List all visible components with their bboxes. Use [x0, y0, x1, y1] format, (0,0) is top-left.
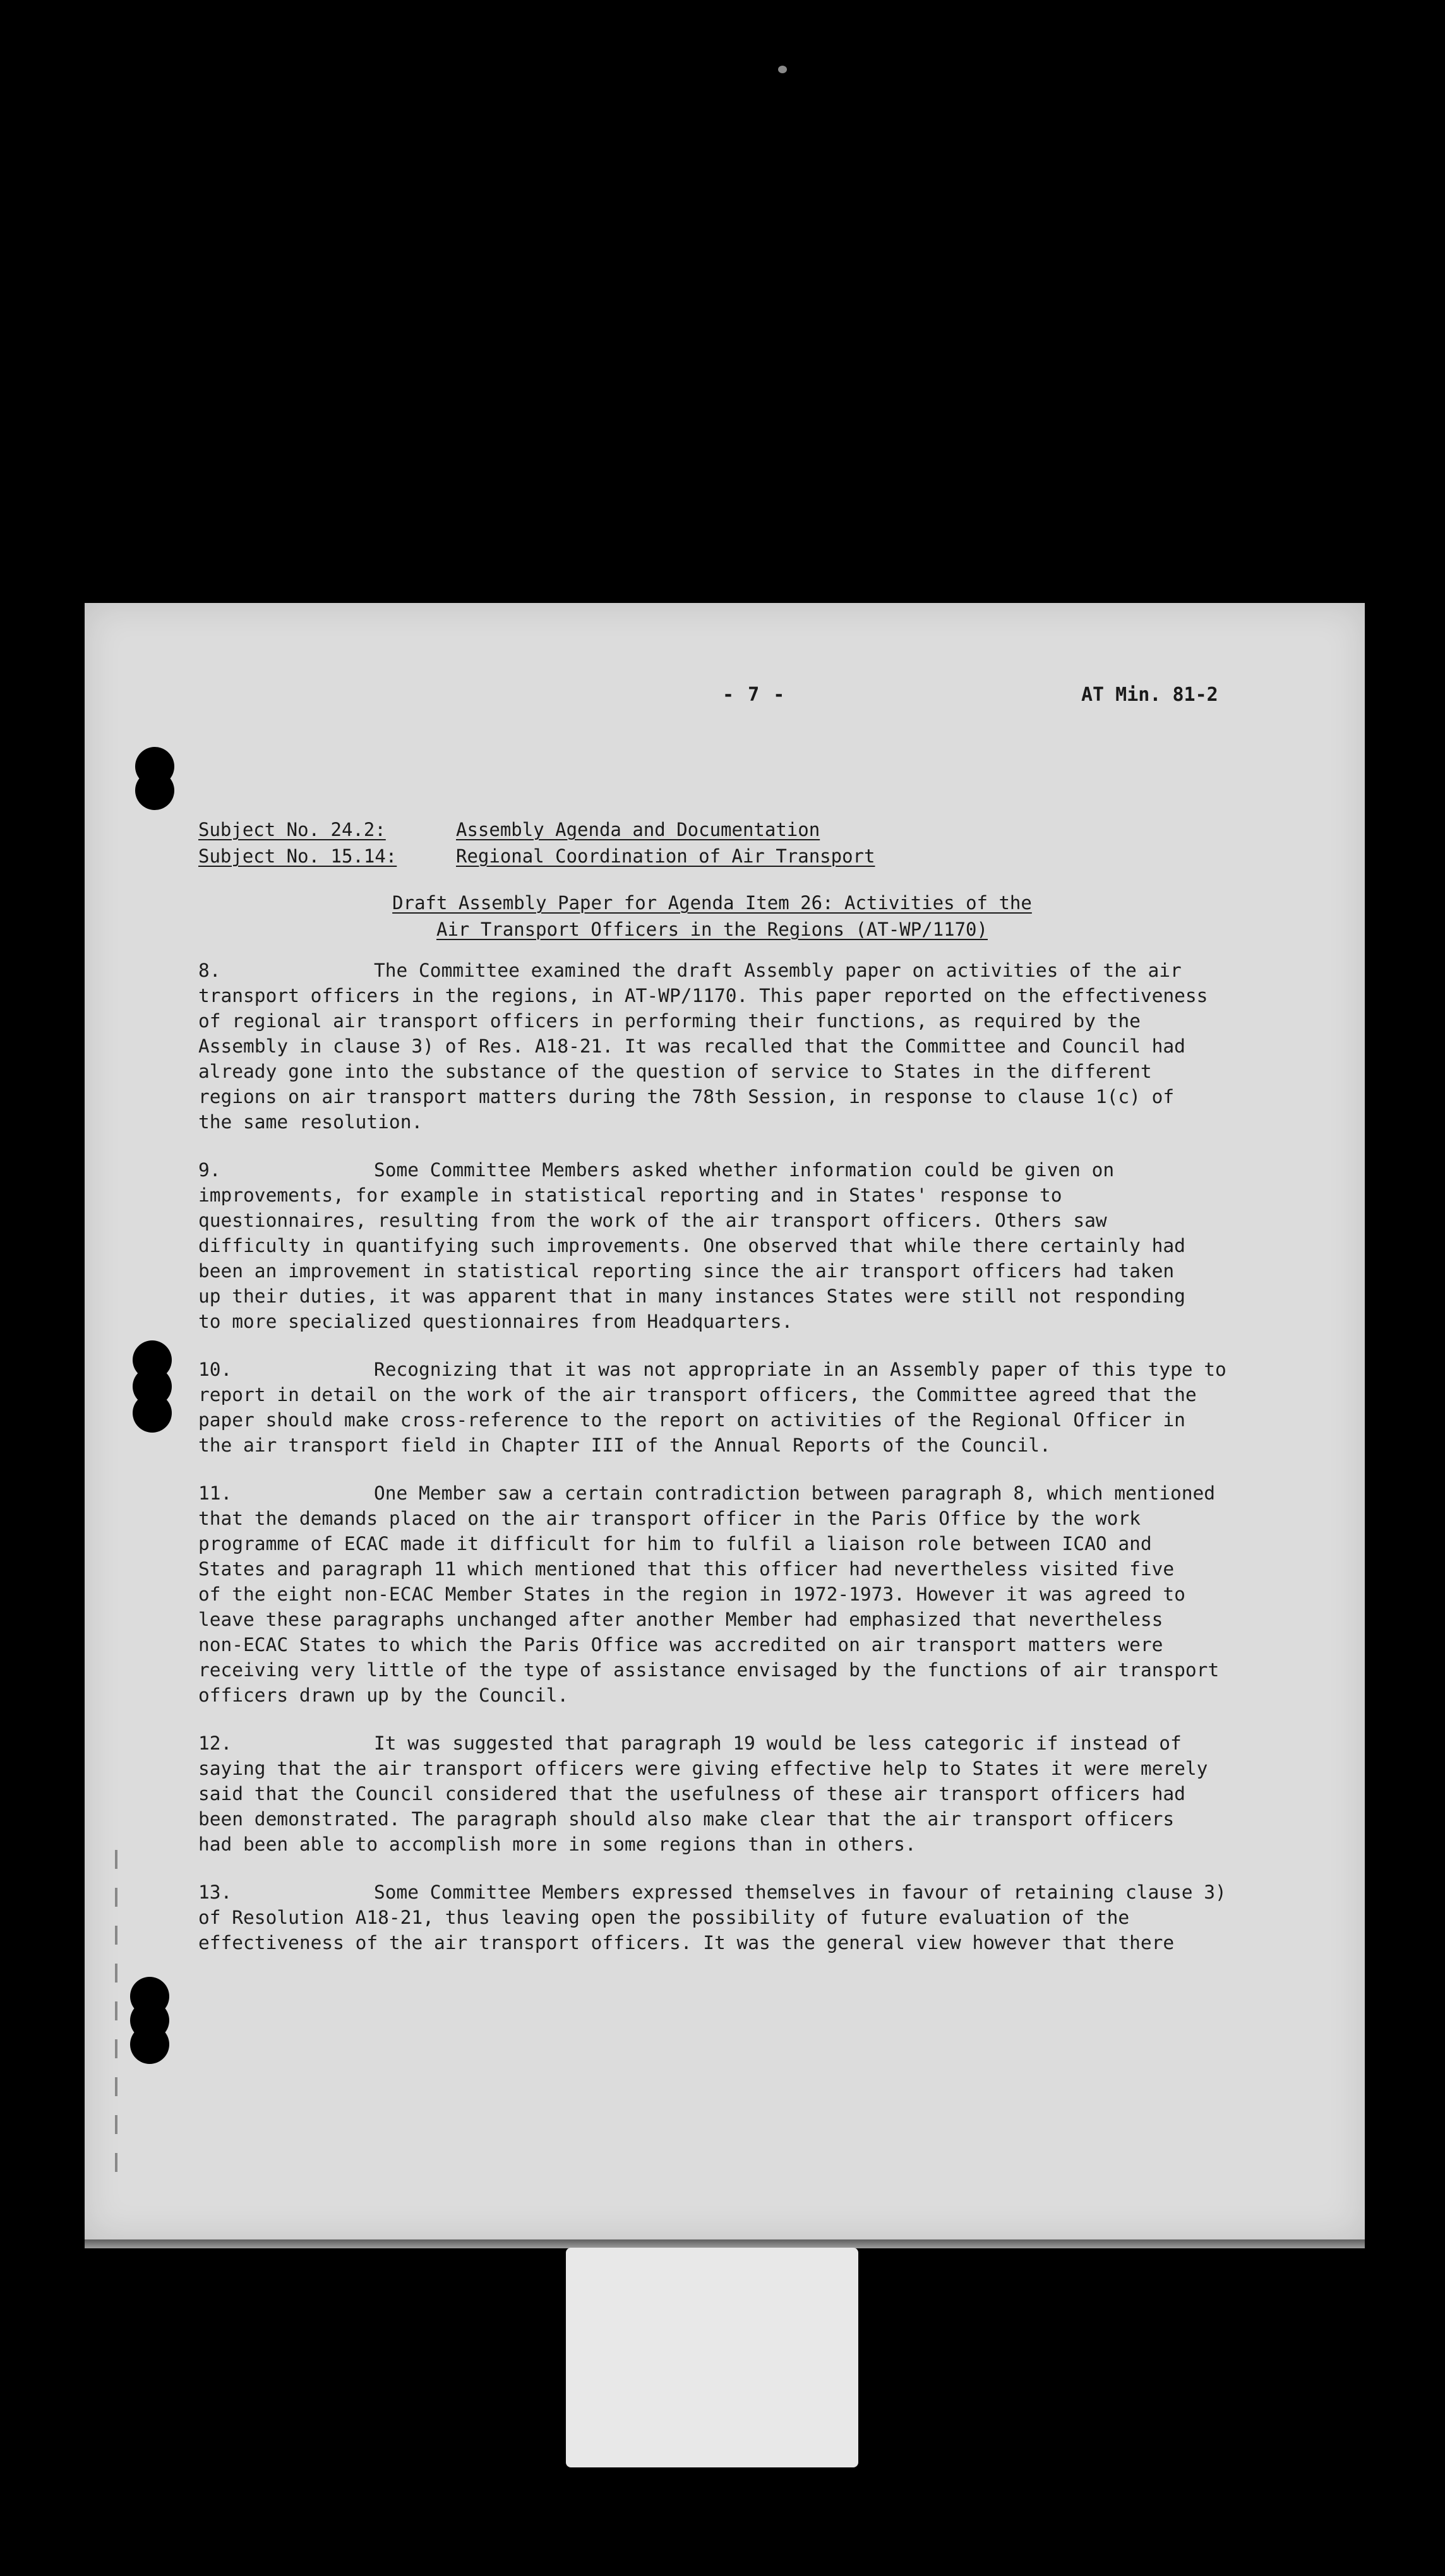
paragraph-number: 12.	[198, 1732, 232, 1754]
page-bottom-edge	[85, 2239, 1365, 2248]
text-line: States and paragraph 11 which mentioned that this officer had nevertheless visited five	[198, 1558, 1175, 1580]
text-line: regions on air transport matters during the 78th Session, in response to clause 1(c) of	[198, 1086, 1175, 1107]
paragraph-number: 9.	[198, 1159, 221, 1181]
page-header	[85, 684, 1365, 715]
subject-label: Subject No. 15.14:	[198, 845, 397, 867]
text-line: Some Committee Members asked whether information could be given on	[374, 1159, 1115, 1181]
film-leader-patch	[566, 2248, 858, 2467]
subject-lines	[198, 816, 875, 869]
text-line: up their duties, it was apparent that in many instances States were still not responding	[198, 1285, 1185, 1307]
text-line: leave these paragraphs unchanged after another Member had emphasized that nevertheless	[198, 1609, 1163, 1630]
text-line: of regional air transport officers in performing their functions, as required by the	[198, 1010, 1141, 1032]
text-line: saying that the air transport officers were giving effective help to States it were merely	[198, 1758, 1208, 1779]
text-line: difficulty in quantifying such improvements. One observed that while there certainly had	[198, 1235, 1185, 1256]
text-line: Assembly in clause 3) of Res. A18-21. It was recalled that the Committee and Council had	[198, 1035, 1185, 1057]
text-line: Recognizing that it was not appropriate in an Assembly paper of this type to	[374, 1359, 1226, 1380]
text-line: One Member saw a certain contradiction between paragraph 8, which mentioned	[374, 1482, 1216, 1504]
punch-hole-bottom-3	[130, 2025, 169, 2064]
text-line: Some Committee Members expressed themselves in favour of retaining clause 3)	[374, 1881, 1226, 1903]
text-line: been an improvement in statistical reporting since the air transport officers had taken	[198, 1260, 1175, 1282]
text-line: been demonstrated. The paragraph should also make clear that the air transport officers	[198, 1808, 1175, 1830]
punch-hole-middle-3	[133, 1393, 172, 1433]
text-line: had been able to accomplish more in some regions than in others.	[198, 1834, 916, 1855]
paragraph-12	[198, 1731, 1341, 1857]
text-line: programme of ECAC made it difficult for him to fulfil a liaison role between ICAO and	[198, 1533, 1152, 1554]
text-line: said that the Council considered that the usefulness of these air transport officers had	[198, 1783, 1185, 1804]
punch-hole-top-2	[135, 771, 174, 810]
title-line: Draft Assembly Paper for Agenda Item 26: Activities of the	[392, 892, 1032, 914]
text-line: of the eight non-ECAC Member States in the region in 1972-1973. However it was agreed to	[198, 1583, 1185, 1605]
text-line: to more specialized questionnaires from Headquarters.	[198, 1311, 793, 1332]
paragraph-number: 11.	[198, 1482, 232, 1504]
subject-row	[198, 843, 875, 869]
body-text	[198, 958, 1341, 1978]
text-line: It was suggested that paragraph 19 would be less categoric if instead of	[374, 1732, 1182, 1754]
text-line: The Committee examined the draft Assembly paper on activities of the air	[374, 960, 1182, 981]
paragraph-9	[198, 1157, 1341, 1334]
subject-title: Regional Coordination of Air Transport	[456, 845, 875, 867]
text-line: of Resolution A18-21, thus leaving open the possibility of future evaluation of the	[198, 1907, 1130, 1928]
paragraph-10	[198, 1357, 1341, 1458]
text-line: paper should make cross-reference to the report on activities of the Regional Officer in	[198, 1409, 1185, 1431]
paragraph-13	[198, 1880, 1341, 1955]
text-line: non-ECAC States to which the Paris Office was accredited on air transport matters were	[198, 1634, 1163, 1655]
subject-title: Assembly Agenda and Documentation	[456, 819, 820, 840]
text-line: transport officers in the regions, in AT-WP/1170. This paper reported on the effectiveness	[198, 985, 1208, 1006]
text-line: improvements, for example in statistical reporting and in States' response to	[198, 1184, 1062, 1206]
text-line: questionnaires, resulting from the work of the air transport officers. Others saw	[198, 1210, 1107, 1231]
document-title	[85, 890, 1365, 943]
text-line: already gone into the substance of the question of service to States in the different	[198, 1061, 1152, 1082]
text-line: officers drawn up by the Council.	[198, 1685, 569, 1706]
text-line: the same resolution.	[198, 1111, 423, 1133]
document-page	[85, 603, 1365, 2239]
subject-label: Subject No. 24.2:	[198, 819, 386, 840]
title-line: Air Transport Officers in the Regions (AT-WP/1170)	[436, 919, 988, 940]
page-number: - 7 -	[722, 684, 786, 706]
paragraph-number: 10.	[198, 1359, 232, 1380]
paragraph-11	[198, 1481, 1341, 1708]
paragraph-number: 8.	[198, 960, 221, 981]
document-reference: AT Min. 81-2	[1081, 684, 1218, 706]
text-line: the air transport field in Chapter III of the Annual Reports of the Council.	[198, 1434, 1051, 1456]
text-line: receiving very little of the type of assistance envisaged by the functions of air transport	[198, 1659, 1220, 1681]
scan-speck	[778, 66, 787, 73]
subject-row	[198, 816, 875, 843]
paragraph-8	[198, 958, 1341, 1135]
text-line: effectiveness of the air transport officers. It was the general view however that there	[198, 1932, 1175, 1953]
text-line: report in detail on the work of the air transport officers, the Committee agreed that the	[198, 1384, 1197, 1405]
text-line: that the demands placed on the air transport officer in the Paris Office by the work	[198, 1508, 1141, 1529]
paragraph-number: 13.	[198, 1881, 232, 1903]
margin-mark	[115, 1850, 117, 2191]
